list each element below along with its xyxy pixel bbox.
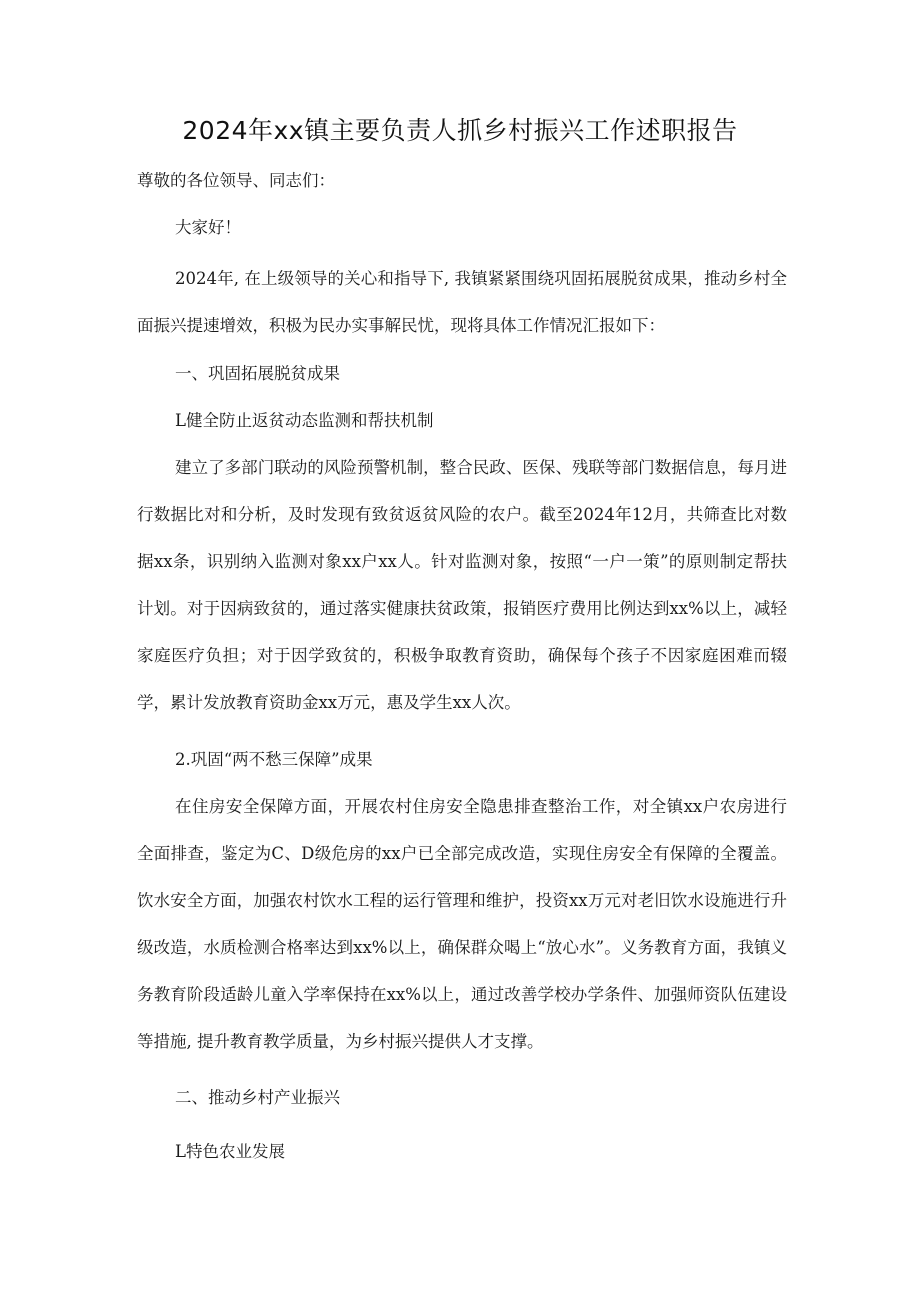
section-2-heading: 二、推动乡村产业振兴 [175,1088,340,1107]
subsection-1-1-paragraph: 建立了多部门联动的风险预警机制，整合民政、医保、残联等部门数据信息，每月进行数据比对和分析，及时发现有致贫返贫风险的农户。截至2024年12月，共筛查比对数据xx条，识别纳入监测对象xx户xx人。针对监测对象，按照“一户一策”的原则制定帮扶计划。对于因病致贫的，通过落实健康扶贫政策，报销医疗费用比例达到xx%以上，减轻家庭医疗负担；对于因学致贫的，积极争取教育资助，确保每个孩子不因家庭困难而辍学，累计发放教育资助金xx万元，惠及学生xx人次。 [137,458,787,712]
subsection-2-1-heading: L特色农业发展 [175,1142,285,1161]
subsection-1-2-heading: 2.巩固“两不愁三保障”成果 [175,750,373,769]
document-title: 2024年xx镇主要负责人抓乡村振兴工作述职报告 [182,116,738,145]
greeting: 大家好！ [175,218,241,237]
section-1-heading: 一、巩固拓展脱贫成果 [175,364,340,383]
subsection-1-1-heading: L健全防止返贫动态监测和帮扶机制 [175,411,434,430]
subsection-1-2-paragraph: 在住房安全保障方面，开展农村住房安全隐患排查整治工作，对全镇xx户农房进行全面排查，鉴定为C、D级危房的xx户已全部完成改造，实现住房安全有保障的全覆盖。饮水安全方面，加强农村饮水工程的运行管理和维护，投资xx万元对老旧饮水设施进行升级改造，水质检测合格率达到xx%以上，确保群众喝上“放心水”。义务教育方面，我镇义务教育阶段适龄儿童入学率保持在xx%以上，通过改善学校办学条件、加强师资队伍建设等措施, 提升教育教学质量，为乡村振兴提供人才支撑。 [137,797,787,1051]
intro-paragraph: 2024年, 在上级领导的关心和指导下, 我镇紧紧围绕巩固拓展脱贫成果，推动乡村全面振兴提速增效，积极为民办实事解民忧，现将具体工作情况汇报如下： [137,269,787,335]
salutation: 尊敬的各位领导、同志们： [137,171,335,190]
